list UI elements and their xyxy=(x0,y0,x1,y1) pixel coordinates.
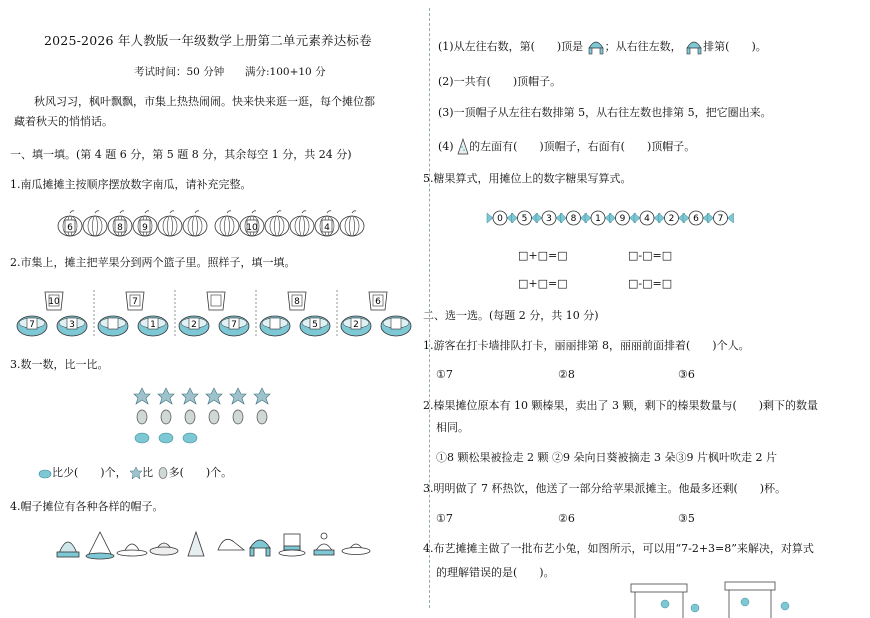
q3-compare-part5: )个。 xyxy=(205,466,233,479)
q4-sub1 xyxy=(438,38,767,56)
q4-sub4 xyxy=(438,138,695,156)
q4-sub3: (3)一顶帽子从左往右数排第 5，从右往左数也排第 5，把它圈出来。 xyxy=(438,106,772,119)
pumpkin xyxy=(108,211,132,236)
maple-leaf-icon xyxy=(206,388,222,404)
candy-number: 6 xyxy=(693,214,699,224)
q5-formula-3: □+□=□ xyxy=(518,277,568,290)
q1-text: 1.南瓜摊摊主按顺序摆放数字南瓜，请补充完整。 xyxy=(10,178,252,191)
basket-number: 5 xyxy=(312,320,318,330)
q4-sub1-part2: )顶是 xyxy=(556,40,584,53)
pinecone-icon xyxy=(209,410,219,424)
dumpling-icon xyxy=(159,433,173,443)
s2-q1-option-2: ②8 xyxy=(558,368,575,381)
s2-q3-option-2: ②6 xyxy=(558,512,575,525)
party-hat-icon xyxy=(457,138,469,156)
s2-q1-option-3: ③6 xyxy=(678,368,695,381)
q3-compare-part3: 比 xyxy=(142,466,154,479)
candy xyxy=(659,211,685,225)
pumpkin xyxy=(290,211,314,236)
q4-sub1-part3: ；从右往左数， xyxy=(604,40,682,53)
q4-sub4-part3: )顶帽子，右面有( xyxy=(539,140,625,153)
section1-heading: 一、填一填。(第 4 题 6 分，第 5 题 8 分，其余每空 1 分，共 24 分) xyxy=(10,148,352,161)
beanie-hat-icon xyxy=(57,542,79,557)
basket-group xyxy=(17,292,87,336)
q4-sub4-part2: 的左面有( xyxy=(469,140,518,153)
candy-number: 3 xyxy=(546,214,552,224)
candy-number: 4 xyxy=(644,214,650,224)
basket-number: 3 xyxy=(69,320,75,330)
pinecone-icon xyxy=(233,410,243,424)
earflap-hat-icon xyxy=(685,38,703,56)
top-hat-icon xyxy=(279,534,305,556)
pumpkin xyxy=(133,211,157,236)
pumpkin-number: 9 xyxy=(142,223,148,233)
pinecone-icon xyxy=(257,410,267,424)
exam-time: 考试时间：50 分钟 xyxy=(134,66,225,78)
basket-top-number: 8 xyxy=(294,297,300,307)
pumpkin-number: 10 xyxy=(246,223,258,233)
s2-q4-line2: 的理解错误的是( )。 xyxy=(436,566,555,579)
q5-formula-2: □-□=□ xyxy=(628,249,673,262)
candy xyxy=(585,211,611,225)
maple-leaf-icon xyxy=(230,388,246,404)
fabric-stall-illustration xyxy=(625,578,825,618)
s2-q1-text: 1.游客在打卡墙排队打卡，丽丽排第 8，丽丽前面排着( )个人。 xyxy=(423,339,750,352)
candy xyxy=(708,211,734,225)
pumpkin xyxy=(240,211,264,236)
pumpkin xyxy=(183,211,207,236)
q4-sub4-part4: )顶帽子。 xyxy=(646,140,696,153)
q3-compare xyxy=(38,466,232,480)
party-hat-icon xyxy=(188,532,204,556)
candy-number: 0 xyxy=(497,214,503,224)
dumpling-icon xyxy=(135,433,149,443)
earflap-hat-icon xyxy=(250,540,270,556)
pinecone-icon xyxy=(185,410,195,424)
candy xyxy=(512,211,538,225)
basket-top-number: 10 xyxy=(48,297,60,307)
candy xyxy=(683,211,709,225)
q4-sub1-part4: 排第( xyxy=(703,40,730,53)
q3-compare-part1: 比少( xyxy=(52,466,79,479)
basket-top-number: 6 xyxy=(375,297,381,307)
candy xyxy=(610,211,636,225)
maple-leaf-icon xyxy=(130,467,142,479)
s2-q2-line1: 2.榛果摊位原本有 10 颗榛果，卖出了 3 颗，剩下的榛果数量与( )剩下的数量 xyxy=(423,399,819,412)
basket-number: 7 xyxy=(29,320,35,330)
q3-compare-part4: 多( xyxy=(168,466,184,479)
intro-line-1: 秋风习习，枫叶飘飘，市集上热热闹闹。快来快来逛一逛，每个摊位都 xyxy=(34,95,375,108)
q3-compare-part2: )个， xyxy=(100,466,127,479)
dumpling-icon xyxy=(183,433,197,443)
basket-number: 2 xyxy=(353,320,359,330)
basket-group xyxy=(179,292,249,336)
pumpkin xyxy=(315,211,339,236)
pumpkin xyxy=(265,211,289,236)
basket-group xyxy=(260,292,330,336)
basket-top-number: 7 xyxy=(132,297,138,307)
pinecone-icon xyxy=(157,467,169,479)
witch-hat-icon xyxy=(86,532,114,559)
full-score: 满分:100+10 分 xyxy=(245,66,326,78)
page-title: 2025-2026 年人教版一年级数学上册第二单元素养达标卷 xyxy=(44,33,372,48)
basket-group xyxy=(98,292,168,336)
pumpkin-number: 6 xyxy=(67,223,73,233)
candy-number: 7 xyxy=(717,214,724,224)
q5-formula-4: □-□=□ xyxy=(628,277,673,290)
pompom-hat-icon xyxy=(314,533,334,555)
candy xyxy=(634,211,660,225)
wide-brim-hat-icon xyxy=(342,544,370,555)
maple-leaf-icon xyxy=(254,388,270,404)
q2-text: 2.市集上，摊主把苹果分到两个篮子里。照样子，填一填。 xyxy=(10,256,296,269)
basket-number: 2 xyxy=(191,320,197,330)
s2-q4-line1: 4.布艺摊摊主做了一批布艺小兔，如图所示，可以用“7-2+3=8”来解决，对算式 xyxy=(423,542,814,555)
pumpkin-row xyxy=(0,210,420,240)
sun-hat-icon xyxy=(150,543,178,555)
earflap-hat-icon xyxy=(587,38,605,56)
candy-number: 9 xyxy=(619,214,626,224)
pumpkin-number: 8 xyxy=(117,223,123,233)
s2-q2-line2: 相同。 xyxy=(436,421,469,434)
pumpkin xyxy=(215,211,239,236)
intro-line-2: 藏着秋天的悄悄话。 xyxy=(14,115,113,128)
q5-text: 5.糖果算式，用摊位上的数字糖果写算式。 xyxy=(423,172,632,185)
q3-text: 3.数一数，比一比。 xyxy=(10,358,109,371)
hat-row xyxy=(40,530,440,564)
q4-text: 4.帽子摊位有各种各样的帽子。 xyxy=(10,500,164,513)
q4-sub2: (2)一共有( )顶帽子。 xyxy=(438,75,562,88)
pumpkin xyxy=(340,211,364,236)
q4-sub1-part5: )。 xyxy=(751,40,767,53)
baseball-cap-icon xyxy=(218,539,244,550)
candy-row xyxy=(484,206,744,230)
dumpling-icon xyxy=(38,468,52,478)
candy-number: 1 xyxy=(595,214,601,224)
pumpkin xyxy=(83,211,107,236)
bowler-hat-icon xyxy=(117,544,147,556)
pinecone-icon xyxy=(137,410,147,424)
maple-leaf-icon xyxy=(182,388,198,404)
column-divider xyxy=(429,8,430,608)
section2-heading: 二、选一选。(每题 2 分，共 10 分) xyxy=(423,309,599,322)
pumpkin xyxy=(158,211,182,236)
s2-q3-option-1: ①7 xyxy=(436,512,453,525)
candy xyxy=(536,211,562,225)
s2-q3-text: 3.明明做了 7 杯热饮，他送了一部分给苹果派摊主。他最多还剩( )杯。 xyxy=(423,482,787,495)
s2-q3-option-3: ③5 xyxy=(678,512,695,525)
maple-leaf-icon xyxy=(158,388,174,404)
candy xyxy=(561,211,587,225)
apple-baskets xyxy=(0,290,420,340)
pumpkin xyxy=(58,211,82,236)
q4-sub4-part1: (4) xyxy=(438,140,454,153)
basket-number: 7 xyxy=(231,320,237,330)
candy xyxy=(487,211,513,225)
candy-number: 5 xyxy=(521,214,528,224)
s2-q1-option-1: ①7 xyxy=(436,368,453,381)
maple-leaf-icon xyxy=(134,388,150,404)
basket-group xyxy=(341,292,411,336)
q4-sub1-part1: (1)从左往右数，第( xyxy=(438,40,535,53)
candy-number: 8 xyxy=(570,214,577,224)
pumpkin-number: 4 xyxy=(324,223,330,233)
pinecone-icon xyxy=(161,410,171,424)
basket-number: 1 xyxy=(150,320,156,330)
q5-formula-1: □+□=□ xyxy=(518,249,568,262)
counting-figure xyxy=(130,386,290,446)
candy-number: 2 xyxy=(668,214,675,224)
s2-q2-options: ①8 颗松果被捡走 2 颗 ②9 朵向日葵被摘走 3 朵③9 片枫叶吹走 2 片 xyxy=(436,451,777,464)
